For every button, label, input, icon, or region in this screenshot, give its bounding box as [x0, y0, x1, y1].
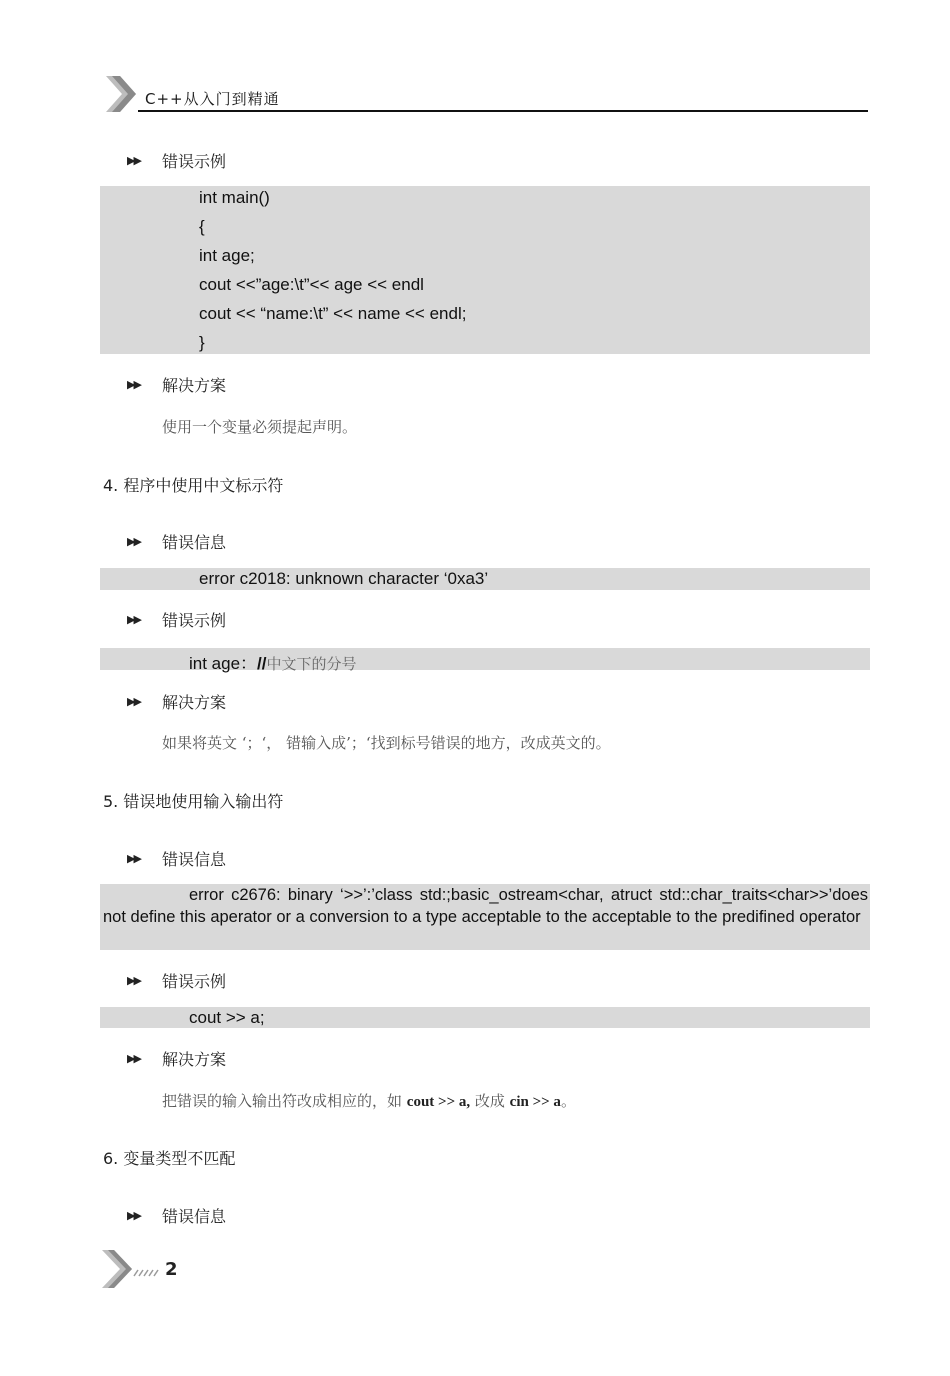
code-line: {: [199, 217, 205, 236]
solution-text: 使用一个变量必须提起声明。: [162, 418, 358, 436]
example-code: int age：: [189, 654, 258, 673]
comment-text: 中文下的分号: [266, 655, 357, 673]
solution-code: cin >> a: [509, 1094, 561, 1110]
header-rule: [138, 110, 868, 112]
code-line: }: [199, 333, 205, 352]
code-block-main: [100, 186, 870, 354]
example-code-box: [100, 648, 870, 673]
bullet-icon: ▶▶: [127, 614, 140, 626]
error-info-label: 错误信息: [162, 1207, 227, 1226]
example-label: 错误示例: [162, 972, 227, 991]
section-title: 6. 变量类型不匹配: [103, 1149, 236, 1168]
section-title: 5. 错误地使用输入输出符: [103, 792, 284, 811]
section-title: 4. 程序中使用中文标示符: [103, 476, 284, 495]
comment-mark: //: [257, 654, 267, 673]
bullet-icon: ▶▶: [127, 696, 140, 708]
error-info-label: 错误信息: [162, 533, 227, 552]
bullet-icon: ▶▶: [127, 853, 140, 865]
example-code-box: [100, 1007, 870, 1028]
solution-label: 解决方案: [162, 1050, 227, 1069]
solution-code: cout >> a,: [406, 1094, 471, 1110]
error-info-label: 错误信息: [162, 850, 227, 869]
bullet-icon: ▶▶: [127, 536, 140, 548]
bullet-icon: ▶▶: [127, 1210, 140, 1222]
error-code-box: [100, 568, 870, 590]
error-code: error c2676: binary ‘>>’:’class std:;basic_ostream<char, atruct std::char_traits<char>>’does not define this aperator or a conversion to a type acceptable to the acceptable to the predifined operator: [103, 886, 868, 926]
bullet-icon: ▶▶: [127, 155, 140, 167]
solution-label: 解决方案: [162, 376, 227, 395]
solution-text: 如果将英文 ‘；‘， 错输入成’；‘找到标号错误的地方，改成英文的。: [162, 734, 611, 752]
header-title: C++从入门到精通: [145, 90, 280, 108]
page-number: 2: [165, 1259, 178, 1280]
example-code: cout >> a;: [189, 1008, 265, 1027]
bullet-icon: ▶▶: [127, 975, 140, 987]
code-line: int age;: [199, 246, 255, 265]
solution-text-part: 把错误的输入输出符改成相应的，如: [162, 1092, 407, 1110]
example-code-line: [189, 649, 357, 674]
error-code-box: [100, 884, 870, 950]
solution-text: [162, 1090, 576, 1111]
solution-label: 解决方案: [162, 693, 227, 712]
solution-text-part: 改成: [470, 1092, 510, 1110]
code-line: int main(): [199, 188, 270, 207]
code-line: cout << “name:\t” << name << endl;: [199, 304, 467, 323]
solution-text-part: 。: [560, 1092, 576, 1110]
footer-chevron-icon: [100, 1248, 170, 1290]
example-label: 错误示例: [162, 152, 227, 171]
bullet-icon: ▶▶: [127, 1053, 140, 1065]
bullet-icon: ▶▶: [127, 379, 140, 391]
error-code: error c2018: unknown character ‘0xa3’: [199, 569, 489, 588]
example-label: 错误示例: [162, 611, 227, 630]
header-chevron-icon: [104, 74, 138, 114]
code-line: cout <<”age:\t”<< age << endl: [199, 275, 424, 294]
